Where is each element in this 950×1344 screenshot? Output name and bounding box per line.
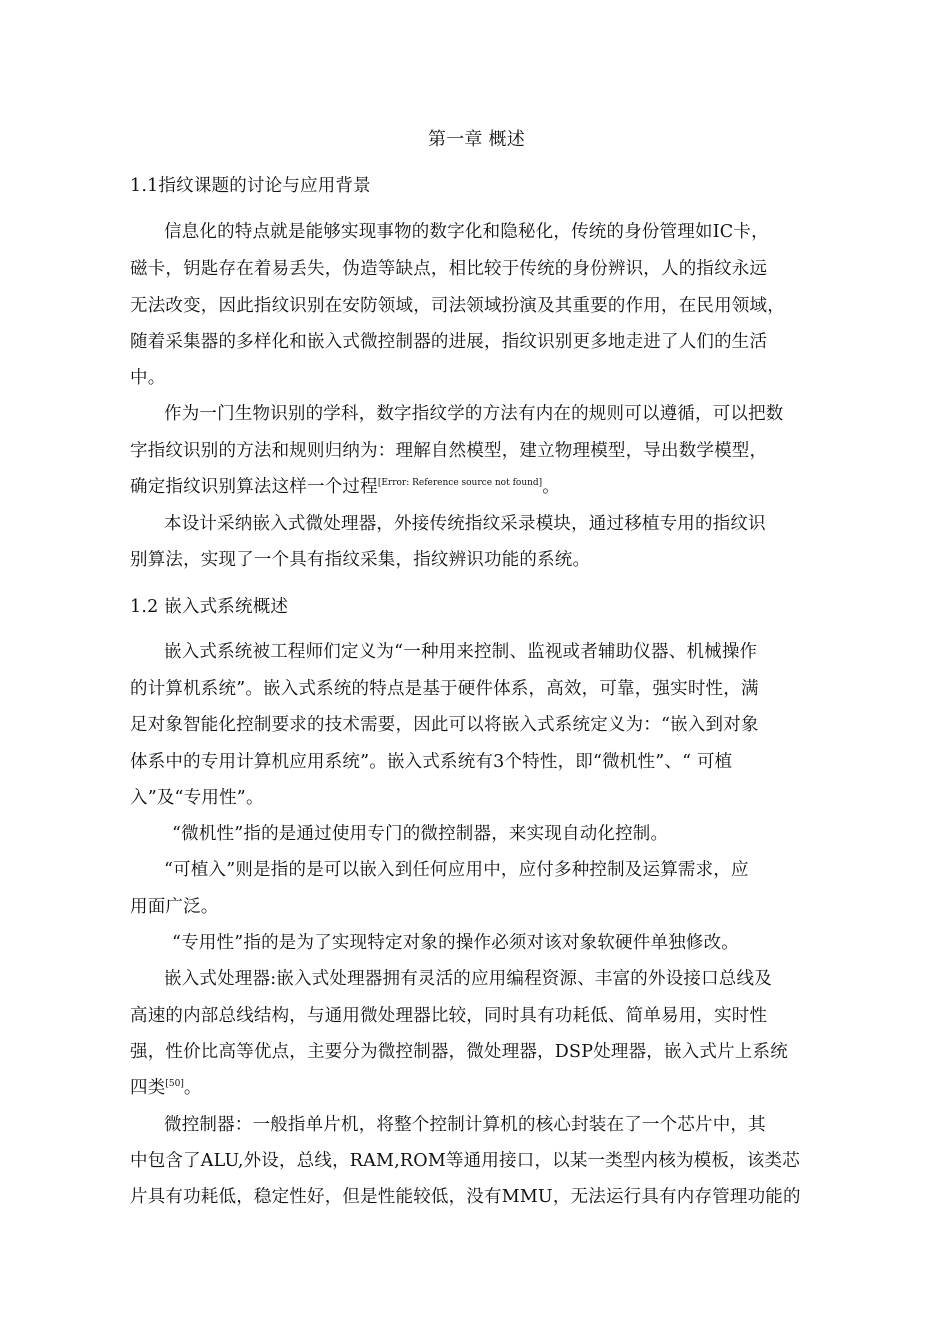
paragraph-line: “可植入”则是指的是可以嵌入到任何应用中，应付多种控制及运算需求，应 (164, 860, 749, 880)
paragraph-line: 磁卡，钥匙存在着易丢失，伪造等缺点，相比较于传统的身份辨识，人的指纹永远 (130, 259, 768, 279)
citation-reference: [Error: Reference source not found] (377, 478, 543, 488)
paragraph-line: 作为一门生物识别的学科，数字指纹学的方法有内在的规则可以遵循，可以把数 (164, 404, 784, 424)
section-heading-1-2: 1.2 嵌入式系统概述 (130, 597, 289, 617)
paragraph-line: 微控制器：一般指单片机，将整个控制计算机的核心封装在了一个芯片中，其 (164, 1115, 766, 1135)
paragraph-line: 用面广泛。 (130, 897, 219, 917)
citation-reference: [50] (165, 1079, 184, 1089)
paragraph-line: 随着采集器的多样化和嵌入式微控制器的进展，指纹识别更多地走进了人们的生活 (130, 332, 768, 352)
paragraph-line (130, 479, 560, 497)
paragraph-line: 入”及“专用性”。 (130, 788, 264, 808)
paragraph-end: 。 (542, 477, 560, 497)
paragraph-line: 无法改变，因此指纹识别在安防领域，司法领域扮演及其重要的作用，在民用领域， (130, 296, 785, 316)
paragraph-line: 中包含了ALU,外设，总线，RAM,ROM等通用接口，以某一类型内核为模板，该类芯 (130, 1151, 800, 1171)
paragraph-line (130, 1080, 202, 1098)
paragraph-line: 字指纹识别的方法和规则归纳为：理解自然模型，建立物理模型，导出数学模型， (130, 441, 768, 461)
paragraph-line: 高速的内部总线结构，与通用微处理器比较，同时具有功耗低、简单易用，实时性 (130, 1006, 768, 1026)
paragraph-line: 信息化的特点就是能够实现事物的数字化和隐秘化，传统的身份管理如IC卡， (164, 222, 769, 242)
paragraph-line: 本设计采纳嵌入式微处理器，外接传统指纹采录模块，通过移植专用的指纹识 (164, 514, 766, 534)
paragraph-line: “微机性”指的是通过使用专门的微控制器，来实现自动化控制。 (172, 824, 669, 844)
paragraph-line: 嵌入式处理器:嵌入式处理器拥有灵活的应用编程资源、丰富的外设接口总线及 (164, 969, 772, 989)
paragraph-line: 强，性价比高等优点，主要分为微控制器，微处理器，DSP处理器，嵌入式片上系统 (130, 1042, 788, 1062)
paragraph-text: 确定指纹识别算法这样一个过程 (130, 477, 378, 497)
paragraph-line: 中。 (130, 368, 166, 388)
paragraph-line: 体系中的专用计算机应用系统”。嵌入式系统有3个特性，即“微机性”、“ 可植 (130, 752, 733, 772)
paragraph-end: 。 (183, 1078, 202, 1098)
paragraph-line: 足对象智能化控制要求的技术需要，因此可以将嵌入式系统定义为：“嵌入到对象 (130, 715, 759, 735)
paragraph-line: 片具有功耗低，稳定性好，但是性能较低，没有MMU，无法运行具有内存管理功能的 (130, 1187, 801, 1207)
paragraph-text: 四类 (130, 1078, 166, 1098)
paragraph-line: 别算法，实现了一个具有指纹采集，指纹辨识功能的系统。 (130, 550, 591, 570)
paragraph-line: 的计算机系统”。嵌入式系统的特点是基于硬件体系，高效，可靠，强实时性，满 (130, 679, 759, 699)
paragraph-line: “专用性”指的是为了实现特定对象的操作必须对该对象软硬件单独修改。 (172, 933, 739, 953)
section-heading-1-1: 1.1指纹课题的讨论与应用背景 (130, 176, 371, 196)
paragraph-line: 嵌入式系统被工程师们定义为“一种用来控制、监视或者辅助仪器、机械操作 (164, 642, 758, 662)
chapter-title: 第一章 概述 (428, 129, 525, 150)
